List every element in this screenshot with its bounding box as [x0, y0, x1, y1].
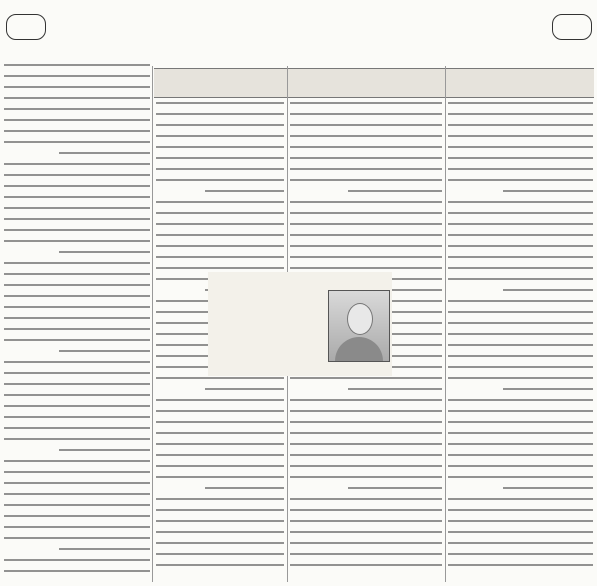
column-divider: [445, 66, 446, 582]
text-line: [290, 168, 442, 170]
text-line: [448, 399, 593, 401]
masthead-ornament-left: [6, 14, 46, 40]
text-line: [156, 443, 284, 445]
text-line: [290, 212, 442, 214]
text-line: [448, 509, 593, 511]
text-line: [4, 284, 150, 286]
article-column-4: [448, 102, 593, 582]
text-line: [448, 498, 593, 500]
text-line: [290, 377, 442, 379]
text-line: [4, 361, 150, 363]
text-line: [4, 460, 150, 462]
text-line: [448, 146, 593, 148]
text-line: [4, 339, 150, 341]
text-line: [290, 245, 442, 247]
text-line: [290, 509, 442, 511]
text-line: [4, 427, 150, 429]
text-line: [4, 295, 150, 297]
article-column-1: [4, 64, 150, 582]
text-line: [156, 465, 284, 467]
text-line: [448, 267, 593, 269]
masthead: [0, 0, 597, 64]
text-line: [4, 218, 150, 220]
text-line: [448, 553, 593, 555]
text-line: [503, 289, 593, 291]
text-line: [59, 548, 150, 550]
text-line: [448, 531, 593, 533]
text-line: [448, 300, 593, 302]
text-line: [4, 108, 150, 110]
text-line: [156, 531, 284, 533]
text-line: [448, 443, 593, 445]
text-line: [448, 520, 593, 522]
text-line: [4, 493, 150, 495]
text-line: [448, 311, 593, 313]
text-line: [290, 498, 442, 500]
text-line: [59, 251, 150, 253]
text-line: [290, 421, 442, 423]
text-line: [4, 240, 150, 242]
text-line: [4, 64, 150, 66]
text-line: [156, 113, 284, 115]
text-line: [448, 421, 593, 423]
text-line: [156, 454, 284, 456]
text-line: [156, 432, 284, 434]
text-line: [156, 179, 284, 181]
text-line: [290, 124, 442, 126]
text-line: [448, 179, 593, 181]
text-line: [4, 416, 150, 418]
text-line: [4, 372, 150, 374]
text-line: [4, 570, 150, 572]
text-line: [4, 559, 150, 561]
text-line: [4, 185, 150, 187]
text-line: [4, 207, 150, 209]
text-line: [448, 168, 593, 170]
text-line: [156, 476, 284, 478]
text-line: [4, 97, 150, 99]
text-line: [156, 102, 284, 104]
text-line: [156, 542, 284, 544]
text-line: [448, 564, 593, 566]
text-line: [4, 75, 150, 77]
text-line: [4, 394, 150, 396]
text-line: [448, 322, 593, 324]
text-line: [4, 174, 150, 176]
text-line: [156, 146, 284, 148]
text-line: [448, 278, 593, 280]
text-line: [448, 102, 593, 104]
text-line: [290, 542, 442, 544]
text-line: [156, 520, 284, 522]
text-line: [4, 537, 150, 539]
text-line: [156, 157, 284, 159]
text-line: [4, 196, 150, 198]
text-line: [290, 410, 442, 412]
text-line: [503, 487, 593, 489]
text-line: [4, 262, 150, 264]
text-line: [156, 234, 284, 236]
text-line: [448, 410, 593, 412]
text-line: [448, 465, 593, 467]
text-line: [290, 443, 442, 445]
text-line: [448, 124, 593, 126]
text-line: [290, 465, 442, 467]
column-title: [210, 272, 310, 300]
newspaper-logo: [362, 6, 458, 52]
text-line: [4, 273, 150, 275]
text-line: [448, 454, 593, 456]
text-line: [59, 152, 150, 154]
text-line: [290, 223, 442, 225]
text-line: [290, 520, 442, 522]
text-line: [348, 190, 442, 192]
author-photo: [328, 290, 390, 362]
text-line: [4, 482, 150, 484]
text-line: [4, 317, 150, 319]
column-title-block: [210, 272, 310, 422]
text-line: [4, 163, 150, 165]
text-line: [448, 344, 593, 346]
text-line: [448, 234, 593, 236]
text-line: [205, 487, 284, 489]
column-divider: [152, 66, 153, 582]
text-line: [4, 515, 150, 517]
text-line: [290, 476, 442, 478]
text-line: [156, 201, 284, 203]
text-line: [156, 256, 284, 258]
headline-banner: [154, 68, 594, 98]
text-line: [290, 102, 442, 104]
text-line: [59, 449, 150, 451]
text-line: [290, 234, 442, 236]
text-line: [448, 542, 593, 544]
text-line: [290, 531, 442, 533]
text-line: [4, 438, 150, 440]
text-line: [448, 223, 593, 225]
text-line: [4, 229, 150, 231]
text-line: [290, 201, 442, 203]
text-line: [448, 366, 593, 368]
text-line: [156, 124, 284, 126]
text-line: [290, 179, 442, 181]
text-line: [290, 432, 442, 434]
text-line: [290, 399, 442, 401]
text-line: [4, 471, 150, 473]
text-line: [156, 135, 284, 137]
text-line: [59, 350, 150, 352]
text-line: [4, 526, 150, 528]
text-line: [156, 553, 284, 555]
text-line: [4, 328, 150, 330]
text-line: [448, 113, 593, 115]
text-line: [448, 212, 593, 214]
text-line: [290, 256, 442, 258]
text-line: [448, 135, 593, 137]
text-line: [290, 157, 442, 159]
text-line: [290, 146, 442, 148]
text-line: [205, 190, 284, 192]
text-line: [448, 256, 593, 258]
text-line: [4, 141, 150, 143]
text-line: [156, 267, 284, 269]
text-line: [4, 383, 150, 385]
text-line: [448, 432, 593, 434]
text-line: [4, 130, 150, 132]
text-line: [448, 245, 593, 247]
text-line: [448, 333, 593, 335]
text-line: [290, 553, 442, 555]
text-line: [348, 487, 442, 489]
text-line: [4, 405, 150, 407]
text-line: [290, 454, 442, 456]
masthead-ornament-right: [552, 14, 592, 40]
text-line: [156, 509, 284, 511]
text-line: [503, 190, 593, 192]
text-line: [4, 306, 150, 308]
text-line: [156, 212, 284, 214]
text-line: [448, 377, 593, 379]
text-line: [4, 119, 150, 121]
text-line: [448, 355, 593, 357]
text-line: [503, 388, 593, 390]
text-line: [290, 267, 442, 269]
text-line: [448, 476, 593, 478]
text-line: [348, 388, 442, 390]
text-line: [156, 168, 284, 170]
text-line: [448, 201, 593, 203]
text-line: [290, 564, 442, 566]
text-line: [290, 113, 442, 115]
text-line: [156, 223, 284, 225]
text-line: [156, 498, 284, 500]
text-line: [156, 245, 284, 247]
text-line: [448, 157, 593, 159]
text-line: [156, 564, 284, 566]
text-line: [4, 86, 150, 88]
text-line: [290, 135, 442, 137]
text-line: [4, 504, 150, 506]
